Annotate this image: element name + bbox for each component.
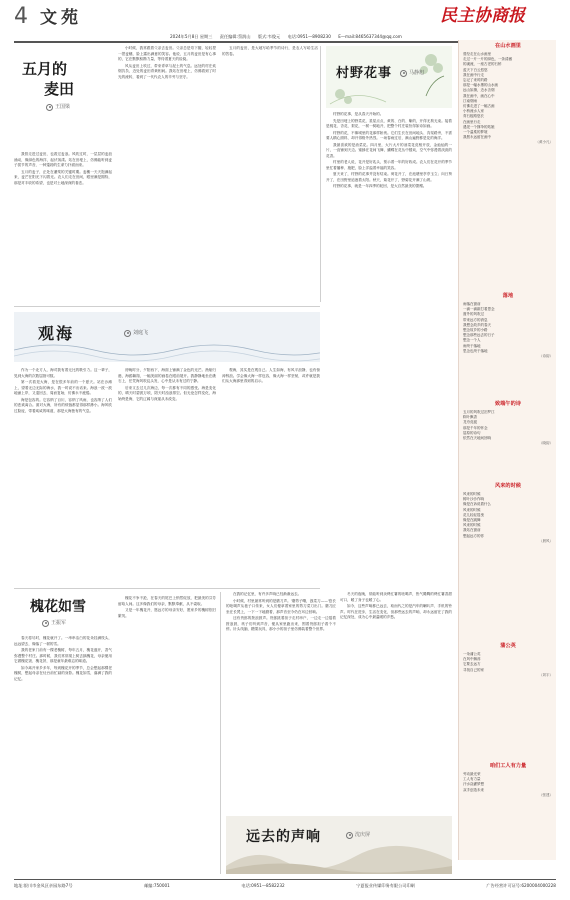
poem-line: 风来的时候 bbox=[463, 523, 481, 528]
section-name: 文苑 bbox=[40, 8, 82, 28]
sidebar-poem bbox=[463, 652, 553, 682]
wheat-author bbox=[46, 104, 70, 111]
guanhai-author-name: 刘庭飞 bbox=[133, 330, 149, 336]
village-title: 村野花事 bbox=[336, 66, 393, 81]
guanhai-paragraph: 傍晚时分，夕阳西下，海面上铺满了金色的光芒。渔船归港，海鸥翱翔，一幅美丽的画卷在眼前展开。我静静地坐在礁石上，任凭海风吹乱头发，心中是从未有过的宁静。 bbox=[118, 368, 216, 383]
poem-line: 小桥流水人家 bbox=[463, 109, 484, 114]
guanhai-paragraph: 作为一个北方人，海对我有着无比的吸引力。这一辈子，见到大海的次数屈指可数。 bbox=[14, 368, 112, 378]
voice-paragraph: 在我的记忆里，有许多声响已经渐渐远去。 bbox=[233, 592, 302, 596]
poem-line: 它要去远方 bbox=[463, 662, 481, 667]
poem-line: 五月的风吹过汨罗江 bbox=[463, 410, 495, 414]
poem-line: 像是在诉说着什么 bbox=[463, 502, 491, 507]
sidebar-poem bbox=[463, 772, 553, 802]
editor: 责任编辑:蔡润山 bbox=[219, 34, 251, 39]
poem-line: 一个温柔的梦境 bbox=[463, 130, 488, 135]
author-icon bbox=[124, 330, 131, 337]
poem-line: 青石板路悠长 bbox=[463, 114, 484, 119]
huai-paragraph: 如今离开家乡多年，每到槐花开的季节，总会想起那棵老槐树，想起母亲在灶台前忙碌的身影。槐花如雪，落满了我的记忆。 bbox=[14, 665, 112, 681]
voice-col-1 bbox=[226, 592, 336, 814]
col-divider bbox=[220, 592, 221, 874]
village-paragraph: 我最喜欢的是油菜花。四月里，大片大片的油菜花竞相开放，金灿灿的一片，一直铺到天边。蜜蜂在花间飞舞，蝴蝶在花丛中嬉戏，空气中弥漫着淡淡的花香。 bbox=[326, 142, 452, 158]
poem-line: 一滴一滴敲打着思念 bbox=[463, 307, 495, 312]
poem-line: 寻找自己的家 bbox=[463, 667, 484, 672]
poem-line: 的溪流，一座古老的石桥 bbox=[463, 62, 502, 67]
guanhai-col-3 bbox=[222, 368, 320, 582]
wheat-title-line1: 五月的 bbox=[22, 60, 68, 78]
village-paragraph: 村野的花，不像城里的花那样娇贵。它们生长在田间地头、沟渠路旁，不需要人精心照料，却开得格外热烈。一场春雨过后，满山遍野都是花的海洋。 bbox=[326, 130, 452, 140]
sidebar-heading: 蒲公英 bbox=[500, 643, 516, 649]
huai-author-name: 王振军 bbox=[51, 620, 67, 626]
huai-paragraph: 又是一年槐花开，愿远方的母亲安好，愿家乡的槐树依旧繁茂。 bbox=[118, 608, 216, 618]
guanhai-paragraph: 第一次看见大海，是在很多年前的一个夏天。站在沙滩上，望着无边无际的海水，我一时说不出话来。海浪一波一波地涌上岸，又退回去，周而复始，仿佛永不疲倦。 bbox=[14, 380, 112, 395]
footer-address: 地址:银川市金凤区亲园东路7号 bbox=[14, 883, 73, 888]
poem-line: 汗水浇灌梦想 bbox=[463, 782, 484, 787]
village-author-name: 马静旭 bbox=[409, 70, 425, 76]
masthead-logo: 民主协商报 bbox=[440, 6, 525, 26]
poem-line: 想念一个人 bbox=[463, 338, 481, 343]
poem-line: 想起远方的你 bbox=[463, 533, 484, 538]
poem-line: 我在画中行走 bbox=[463, 72, 484, 77]
wheat-col-1 bbox=[14, 152, 112, 302]
wheat-paragraph: 小时候，我常跟着父亲去麦田。父亲总是弯下腰，轻轻捏一捏麦穗，脸上露出满意的笑容。他说，五月的麦田是有心事的，它在默默积攒力量，等待着夏天的检阅。 bbox=[118, 46, 216, 61]
author-icon bbox=[42, 620, 49, 627]
poem-line: 走过一片一片的绿色，一条清澈 bbox=[463, 57, 512, 62]
sidebar-heading: 风来的时候 bbox=[495, 483, 521, 489]
poem-line: 想念故乡的小路 bbox=[463, 328, 488, 333]
huai-title: 槐花如雪 bbox=[30, 599, 86, 615]
poem-signature: （刘宇） bbox=[539, 672, 553, 677]
poem-line: 蓝天下白云悠悠 bbox=[463, 67, 488, 72]
wheat-title-block bbox=[14, 46, 112, 166]
village-paragraph: 夏天来了，村野的花事并没有结束。荷花开了，在池塘里亭亭玉立；向日葵开了，在田野里追逐着太阳。秋天，菊花开了，野菊花开满了山坡。 bbox=[326, 172, 452, 182]
poem-line: 龙舟竞渡 bbox=[463, 420, 477, 425]
poem-line: 我站在窗前 bbox=[463, 528, 481, 533]
wheat-paragraph: 五月的麦田，是大地写给季节的诗行，是农人写给生活的答卷。 bbox=[222, 46, 318, 56]
village-author bbox=[400, 70, 424, 77]
poem-line: 工人有力量 bbox=[463, 777, 481, 782]
village-paragraph: 村野的花事，是从春天开始的。 bbox=[333, 112, 384, 116]
poem-line: 远山如黛，近水含烟 bbox=[463, 88, 495, 93]
poem-line: 双手创造未来 bbox=[463, 787, 484, 792]
wheat-col-3 bbox=[222, 46, 318, 302]
wheat-author-name: 王国梁 bbox=[55, 104, 71, 110]
huai-title-block bbox=[14, 592, 112, 634]
footer-phone: 电话:0951—8582232 bbox=[241, 883, 285, 888]
poem-line: 我在画中，画在心中 bbox=[463, 93, 495, 98]
voice-author bbox=[346, 832, 370, 839]
poem-signature: （诗韵） bbox=[539, 354, 553, 359]
poem-line: 风来的时候 bbox=[463, 492, 481, 496]
poem-line: 风来的时候 bbox=[463, 507, 481, 512]
poem-line: 窗外的风吹过 bbox=[463, 312, 484, 317]
poem-line: 粽叶飘香 bbox=[463, 415, 477, 420]
poem-line: 我想念故乡的春天 bbox=[463, 322, 491, 327]
village-paragraph: 村野的花事，就是一年四季的轮回，是大自然最美的馈赠。 bbox=[333, 184, 427, 188]
poem-line: 思念也终于落地 bbox=[463, 348, 488, 353]
poem-line: 带来远方的消息 bbox=[463, 317, 488, 322]
author-icon bbox=[46, 104, 53, 111]
huai-paragraph: 我的老家门前有一棵老槐树，每年五月，槐花盛开，香气弥漫整个村庄。那时候，我们常常爬上树去摘槐花，母亲便用它做槐花饭、槐花饼，那是童年最难忘的味道。 bbox=[14, 648, 112, 663]
voice-paragraph: 如今，这些声响都已远去，取而代之的是汽车的喇叭声、手机的铃声。时代在进步，生活在变化，但那些远去的声响，却永远留在了我的记忆深处，成为心中最温暖的乡愁。 bbox=[340, 604, 452, 619]
wheat-paragraph: 风从麦田上吹过，带来青草与泥土的气息。远处的村庄炊烟袅袅，近处的麦田青黄相间。我站在田埂上，仿佛看到了时光的流转，看到了一代代农人的辛劳与坚守。 bbox=[118, 63, 216, 79]
page-number: 4 bbox=[14, 4, 28, 29]
footer-rule bbox=[14, 879, 556, 880]
header-info bbox=[170, 34, 408, 40]
village-body bbox=[326, 112, 452, 302]
voice-paragraph: 冬天的夜晚，常能听到卖烤红薯的吆喝声，热气腾腾的烤红薯香甜可口，暖了身子也暖了心。 bbox=[340, 592, 452, 602]
poem-line: 想念那些远去的日子 bbox=[463, 333, 495, 338]
poem-line: 在画里行走 bbox=[463, 119, 481, 124]
poem-line: 像是在跳舞 bbox=[463, 518, 481, 523]
poem-signature: （晨风） bbox=[539, 538, 553, 543]
guanhai-title-block bbox=[14, 312, 320, 362]
huai-col-1 bbox=[14, 636, 112, 874]
huai-paragraph: 槐花不争不抢，在春天的尾巴上悄然绽放，把最美的芬芳留给人间。这多像我们的母亲，默默奉献，从不索取。 bbox=[118, 596, 216, 606]
author-icon bbox=[346, 832, 353, 839]
poem-line: 花儿轻轻摇曳 bbox=[463, 512, 484, 517]
poem-line: 遇见一个撑伞的姑娘 bbox=[463, 124, 495, 129]
guanhai-paragraph: 后来又去过几次海边，每一次都有不同的感受。海是变化的，晴天时碧波万顷，阴天时浊浪排空。但无论怎样变化，海始终是海，它的辽阔与深邃从未改变。 bbox=[118, 385, 216, 401]
header-email: E—mail:8465637344@qq.com bbox=[338, 34, 402, 39]
wheat-title-line2: 麦田 bbox=[44, 80, 75, 98]
guanhai-col-1 bbox=[14, 368, 112, 582]
voice-title-block bbox=[226, 816, 452, 874]
poem-line: 屈原的诗句 bbox=[463, 430, 481, 435]
sidebar-heading: 致端午的诗 bbox=[495, 401, 521, 407]
header-phone: 电话:0951—8908230 bbox=[287, 34, 331, 39]
issue-date: 2024年5月8日 星期三 bbox=[170, 34, 213, 39]
sidebar-poem bbox=[463, 52, 553, 148]
guanhai-title: 观海 bbox=[38, 324, 75, 343]
village-paragraph: 先是田埂上的野菜花，星星点点，黄的、白的、紫的，开得无拘无束。接着是桃花、杏花、梨花，一树一树地开，把整个村庄装扮得如诗如画。 bbox=[326, 118, 452, 128]
poem-line: 树叶沙沙作响 bbox=[463, 497, 484, 502]
sidebar-heading: 咱们工人有力量 bbox=[489, 763, 527, 769]
poem-line: 依然在天地间回响 bbox=[463, 436, 491, 441]
voice-paragraph: 小时候，村里最常听到的是磨刀声。'磨剪子嘞，戗菜刀——'悠长的吆喝声从巷子口传来，女人们便拿着家里的剪刀菜刀出门。磨刀匠坐在长凳上，一下一下地磨着，那声音至今仍在耳边回响。 bbox=[226, 598, 336, 614]
author-icon bbox=[400, 70, 407, 77]
voice-author-name: 沈庆屏 bbox=[355, 832, 371, 838]
guanhai-paragraph: 观海，其实是在观自己。人生如海，有风平浪静，也有惊涛骇浪。学会像大海一样包容，像大海一样坚韧，或许就是我们从大海那里得到的启示。 bbox=[222, 368, 320, 383]
sidebar-heading: 在山水画里 bbox=[495, 43, 521, 49]
poem-line: 江南烟雨 bbox=[463, 98, 477, 103]
poem-line: 在风中飘荡 bbox=[463, 657, 481, 662]
guanhai-col-2 bbox=[118, 368, 216, 582]
poem-line: 曾经走在山水画里 bbox=[463, 52, 491, 56]
footer-postcode: 邮编:750001 bbox=[144, 883, 170, 888]
village-title-block bbox=[326, 46, 452, 108]
poem-line: 那是千年的怀念 bbox=[463, 425, 488, 430]
voice-title: 远去的声响 bbox=[246, 829, 321, 845]
voice-paragraph: 还有货郎的拨浪鼓声。货郎挑着担子走村串户，一边走一边摇着拨浪鼓，孩子们听到声音，便从家里跑出来，围着货郎担子看个不停。针头线脑、糖果玩具，那小小的担子里仿佛装着整个世界。 bbox=[226, 616, 336, 631]
village-paragraph: 村里的老人说，花开是好兆头，预示着一年的好收成。农人们在花开的季节里忙着播种、施肥，脸上洋溢着幸福的笑容。 bbox=[326, 160, 452, 170]
poem-line: 忘记了来时的路 bbox=[463, 78, 488, 83]
poetry-sidebar bbox=[458, 40, 556, 860]
sidebar-heading: 落地 bbox=[502, 293, 514, 299]
poem-line: 一朵蒲公英 bbox=[463, 652, 481, 656]
poem-signature: （黄小凡） bbox=[535, 140, 553, 145]
sidebar-poem bbox=[463, 410, 553, 450]
huai-col-2 bbox=[118, 596, 216, 874]
layout-editor: 版式:韦俊元 bbox=[257, 34, 281, 39]
poem-line: 那是一幅水墨的山水画 bbox=[463, 83, 498, 88]
guanhai-author bbox=[124, 330, 148, 337]
poem-signature: （张建） bbox=[539, 792, 553, 797]
section-divider bbox=[14, 306, 320, 307]
footer bbox=[14, 883, 556, 889]
sidebar-poem bbox=[463, 302, 553, 364]
huai-author bbox=[42, 620, 66, 627]
footer-license: 广告经营许可证号:6200004000228 bbox=[486, 883, 556, 888]
wheat-paragraph: 五月的麦子，正处在灌浆的关键时期。麦穗一天天饱满起来，麦芒在阳光下闪着光。农人们走在田间，眼里满是期待，那是对丰收的希望，也是对土地深深的眷恋。 bbox=[14, 169, 112, 185]
poem-line: 我愿永远留在画中 bbox=[463, 135, 491, 140]
col-divider bbox=[320, 46, 321, 302]
huai-paragraph: 春天将尽时，槐花就开了。一串串洁白的花朵挂满枝头，远远望去，像落了一树的雪。 bbox=[14, 636, 112, 646]
poem-line: 雨落在窗前 bbox=[463, 302, 481, 306]
voice-col-2 bbox=[340, 592, 452, 814]
poem-signature: （晓韵） bbox=[539, 441, 553, 446]
wheat-col-2 bbox=[118, 46, 216, 302]
section-divider bbox=[14, 588, 320, 589]
poem-line: 仿佛走进了一幅古画 bbox=[463, 104, 495, 109]
footer-printer: 宁夏报业传媒印务有限公司印刷 bbox=[356, 883, 415, 888]
poem-line: 雨终于落地 bbox=[463, 343, 481, 348]
wheat-paragraph: 我曾走进过麦田，也看过麦浪。风吹过时，一层层的麦浪涌动，像绿色的海洋，起伏荡漾。站在田埂上，仿佛能听到麦子拔节的声音，一种蓬勃的生命力扑面而来。 bbox=[14, 152, 112, 167]
guanhai-paragraph: 海是包容的。它容纳了百川，容纳了风雨，也容纳了人们的悲欢离合。面对大海，所有的烦恼都显得那样渺小。海风吹过脸庞，带着咸咸的味道，那是大海独有的气息。 bbox=[14, 397, 112, 413]
poem-line: 劳动最光荣 bbox=[463, 772, 481, 776]
sidebar-poem bbox=[463, 492, 553, 550]
